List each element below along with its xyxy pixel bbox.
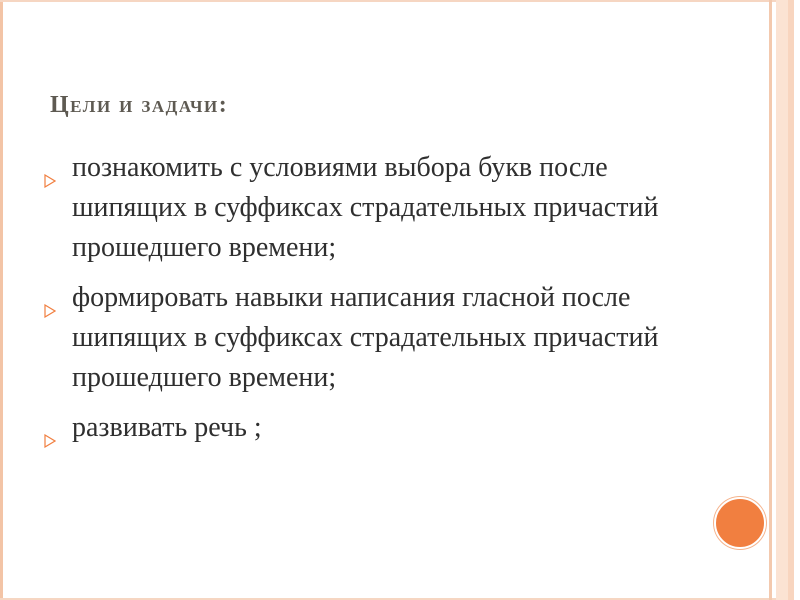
orange-outline-bullet-icon <box>44 290 56 304</box>
orange-outline-bullet-icon <box>44 420 56 434</box>
decorative-stripe <box>776 0 788 600</box>
bullet-list <box>44 148 724 458</box>
decorative-stripe <box>794 0 800 600</box>
bullet-item <box>44 278 724 398</box>
decorative-circle <box>714 497 766 549</box>
orange-outline-bullet-icon <box>44 160 56 174</box>
bullet-item <box>44 408 724 448</box>
bullet-text: познакомить с условиями выбора букв после шипящих в суффиксах страдательных причастий прошедшего времени; <box>72 152 659 263</box>
slide-title: Цели и задачи: <box>50 92 229 118</box>
bullet-item <box>44 148 724 268</box>
top-border <box>0 0 800 2</box>
left-border <box>0 0 3 600</box>
bullet-text: развивать речь ; <box>72 412 262 443</box>
bullet-text: формировать навыки написания гласной после шипящих в суффиксах страдательных причастий прошедшего времени; <box>72 282 659 393</box>
decorative-stripe <box>769 0 772 600</box>
